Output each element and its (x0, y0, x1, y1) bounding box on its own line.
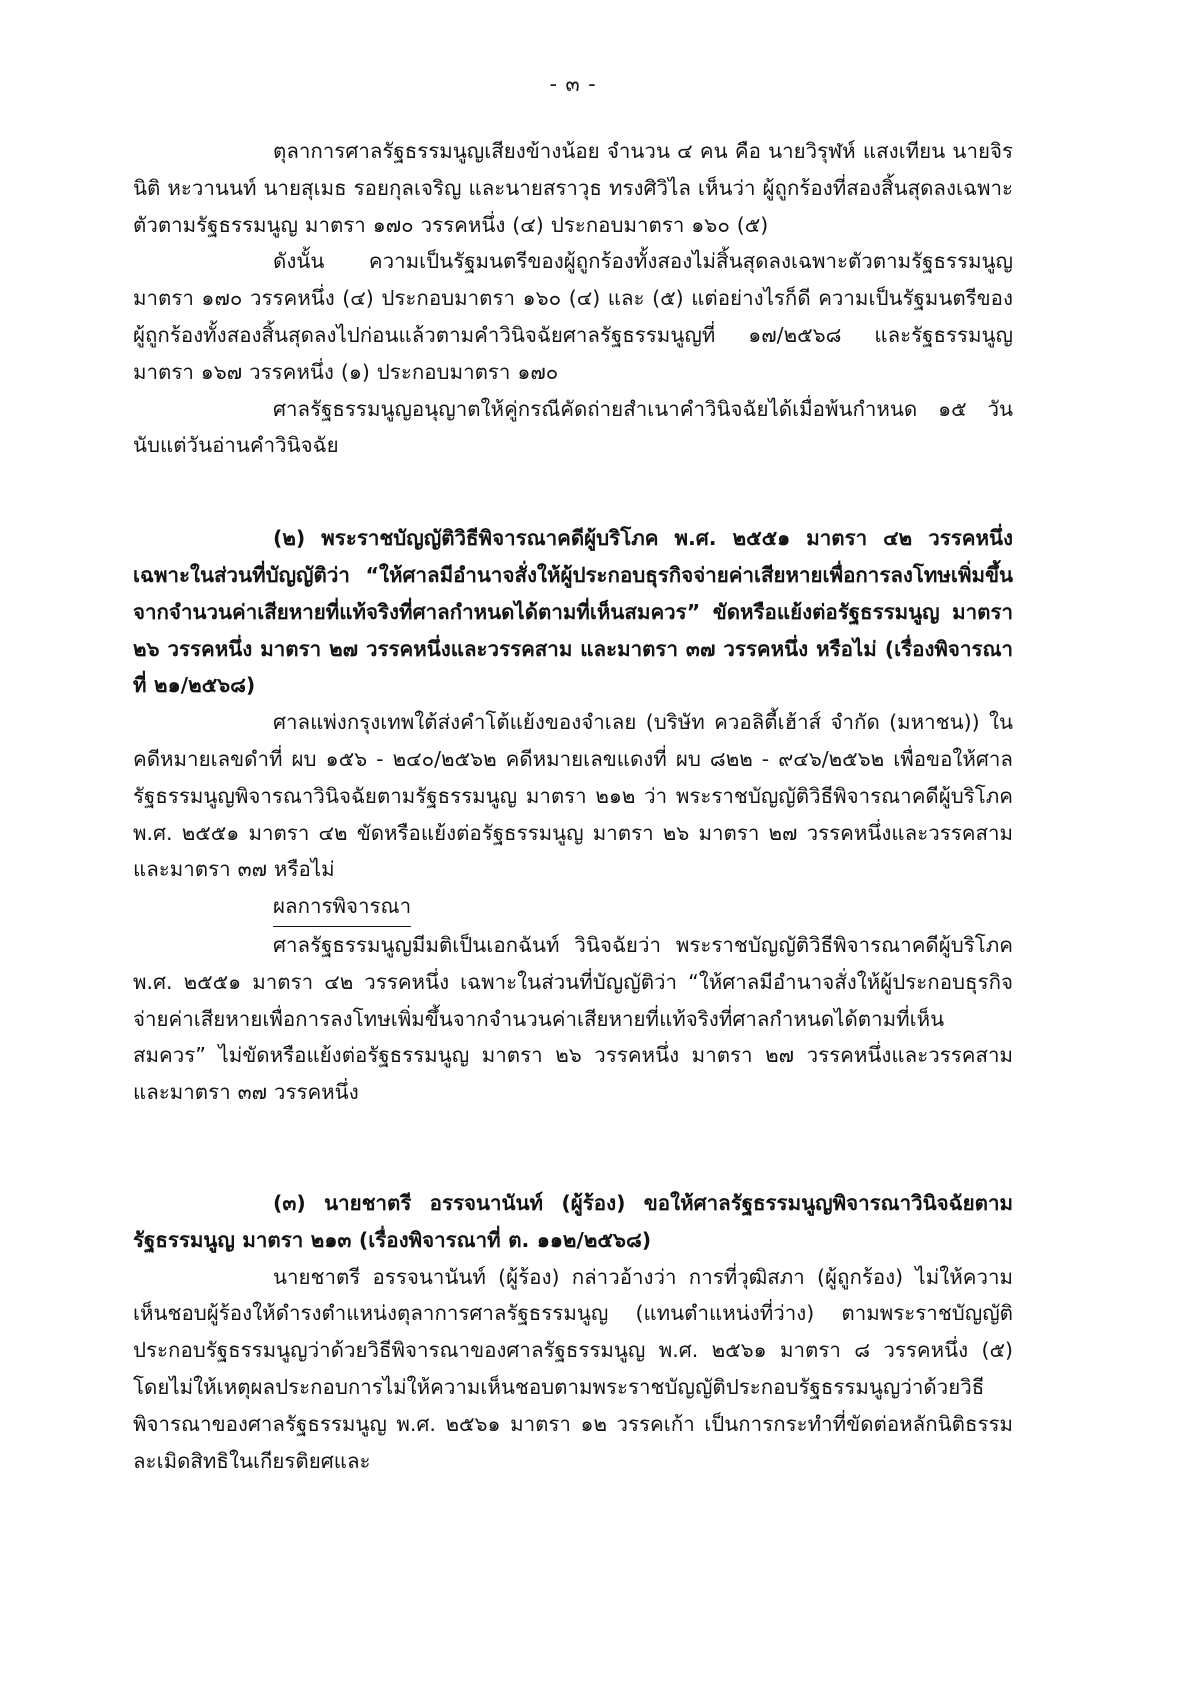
spacer-before-item-three (133, 1111, 1013, 1185)
paragraph-copy-permission: ศาลรัฐธรรมนูญอนุญาตให้คู่กรณีคัดถ่ายสำเนาคำวินิจฉัยได้เมื่อพ้นกำหนด ๑๕ วัน นับแต่วันอ่านคำวินิจฉัย (133, 396, 1013, 458)
paragraph-item-two-body: ศาลแพ่งกรุงเทพใต้ส่งคำโต้แย้งของจำเลย (บริษัท ควอลิตี้เฮ้าส์ จำกัด (มหาชน)) ในคดีหมายเลขดำที่ ผบ ๑๕๖ - ๒๔๐/๒๕๖๒ คดีหมายเลขแดงที่ ผบ ๘๒๒ - ๙๔๖/๒๕๖๒ เพื่อขอให้ศาลรัฐธรรมนูญพิจารณาวินิจฉัยตามรัฐธรรมนูญ มาตรา ๒๑๒ ว่า พระราชบัญญัติวิธีพิจารณาคดีผู้บริโภค พ.ศ. ๒๕๕๑ มาตรา ๔๒ ขัดหรือแย้งต่อรัฐธรรมนูญ มาตรา ๒๖ มาตรา ๒๗ วรรคหนึ่งและวรรคสาม และมาตรา ๓๗ หรือไม่ (133, 710, 1013, 882)
spacer-before-item-two (133, 464, 1013, 520)
result-heading-label: ผลการพิจารณา (273, 888, 411, 927)
paragraph-conclusion: ดังนั้น ความเป็นรัฐมนตรีของผู้ถูกร้องทั้งสองไม่สิ้นสุดลงเฉพาะตัวตามรัฐธรรมนูญ มาตรา ๑๗๐ วรรคหนึ่ง (๔) ประกอบมาตรา ๑๖๐ (๔) และ (๕) แต่อย่างไรก็ดี ความเป็นรัฐมนตรีของผู้ถูกร้องทั้งสองสิ้นสุดลงไปก่อนแล้วตามคำวินิจฉัยศาลรัฐธรรมนูญที่ ๑๗/๒๕๖๘ และรัฐธรรมนูญ มาตรา ๑๖๗ วรรคหนึ่ง (๑) ประกอบมาตรา ๑๗๐ (133, 249, 1013, 384)
heading-item-three: (๓) นายชาตรี อรรจนานันท์ (ผู้ร้อง) ขอให้ศาลรัฐธรรมนูญพิจารณาวินิจฉัยตามรัฐธรรมนูญ มาตรา ๒๑๓ (เรื่องพิจารณาที่ ต. ๑๑๒/๒๕๖๘) (133, 1190, 1013, 1252)
paragraph-item-three-body: นายชาตรี อรรจนานันท์ (ผู้ร้อง) กล่าวอ้างว่า การที่วุฒิสภา (ผู้ถูกร้อง) ไม่ให้ความเห็นชอบผู้ร้องให้ดำรงตำแหน่งตุลาการศาลรัฐธรรมนูญ (แทนตำแหน่งที่ว่าง) ตามพระราชบัญญัติประกอบรัฐธรรมนูญว่าด้วยวิธีพิจารณาของศาลรัฐธรรมนูญ พ.ศ. ๒๕๖๑ มาตรา ๘ วรรคหนึ่ง (๕) โดยไม่ให้เหตุผลประกอบการไม่ให้ความเห็นชอบตามพระราชบัญญัติประกอบรัฐธรรมนูญว่าด้วยวิธีพิจารณาของศาลรัฐธรรมนูญ พ.ศ. ๒๕๖๑ มาตรา ๑๒ วรรคเก้า เป็นการกระทำที่ขัดต่อหลักนิติธรรม ละเมิดสิทธิในเกียรติยศและ (133, 1264, 1013, 1473)
paragraph-minority-opinion: ตุลาการศาลรัฐธรรมนูญเสียงข้างน้อย จำนวน ๔ คน คือ นายวิรุฬห์ แสงเทียน นายจิรนิติ หะวานนท์ นายสุเมธ รอยกุลเจริญ และนายสราวุธ ทรงศิวิไล เห็นว่า ผู้ถูกร้องที่สองสิ้นสุดลงเฉพาะตัวตามรัฐธรรมนูญ มาตรา ๑๗๐ วรรคหนึ่ง (๔) ประกอบมาตรา ๑๖๐ (๕) (133, 139, 1013, 237)
paragraph-item-two-result: ศาลรัฐธรรมนูญมีมติเป็นเอกฉันท์ วินิจฉัยว่า พระราชบัญญัติวิธีพิจารณาคดีผู้บริโภค พ.ศ. ๒๕๕๑ มาตรา ๔๒ วรรคหนึ่ง เฉพาะในส่วนที่บัญญัติว่า “ให้ศาลมีอำนาจสั่งให้ผู้ประกอบธุรกิจจ่ายค่าเสียหายเพื่อการลงโทษเพิ่มขึ้นจากจำนวนค่าเสียหายที่แท้จริงที่ศาลกำหนดได้ตามที่เห็นสมควร” ไม่ขัดหรือแย้งต่อรัฐธรรมนูญ มาตรา ๒๖ วรรคหนึ่ง มาตรา ๒๗ วรรคหนึ่งและวรรคสาม และมาตรา ๓๗ วรรคหนึ่ง (133, 932, 1013, 1105)
page-number: - ๓ - (549, 72, 597, 96)
heading-item-two: (๒) พระราชบัญญัติวิธีพิจารณาคดีผู้บริโภค พ.ศ. ๒๕๕๑ มาตรา ๔๒ วรรคหนึ่ง เฉพาะในส่วนที่บัญญัติว่า “ให้ศาลมีอำนาจสั่งให้ผู้ประกอบธุรกิจจ่ายค่าเสียหายเพื่อการลงโทษเพิ่มขึ้นจากจำนวนค่าเสียหายที่แท้จริงที่ศาลกำหนดได้ตามที่เห็นสมควร” ขัดหรือแย้งต่อรัฐธรรมนูญ มาตรา ๒๖ วรรคหนึ่ง มาตรา ๒๗ วรรคหนึ่งและวรรคสาม และมาตรา ๓๗ วรรคหนึ่ง หรือไม่ (เรื่องพิจารณาที่ ๒๑/๒๕๖๘) (133, 526, 1013, 698)
page-content-area (133, 0, 1013, 1479)
document-body (133, 133, 1013, 1479)
result-heading-row (133, 888, 1013, 927)
